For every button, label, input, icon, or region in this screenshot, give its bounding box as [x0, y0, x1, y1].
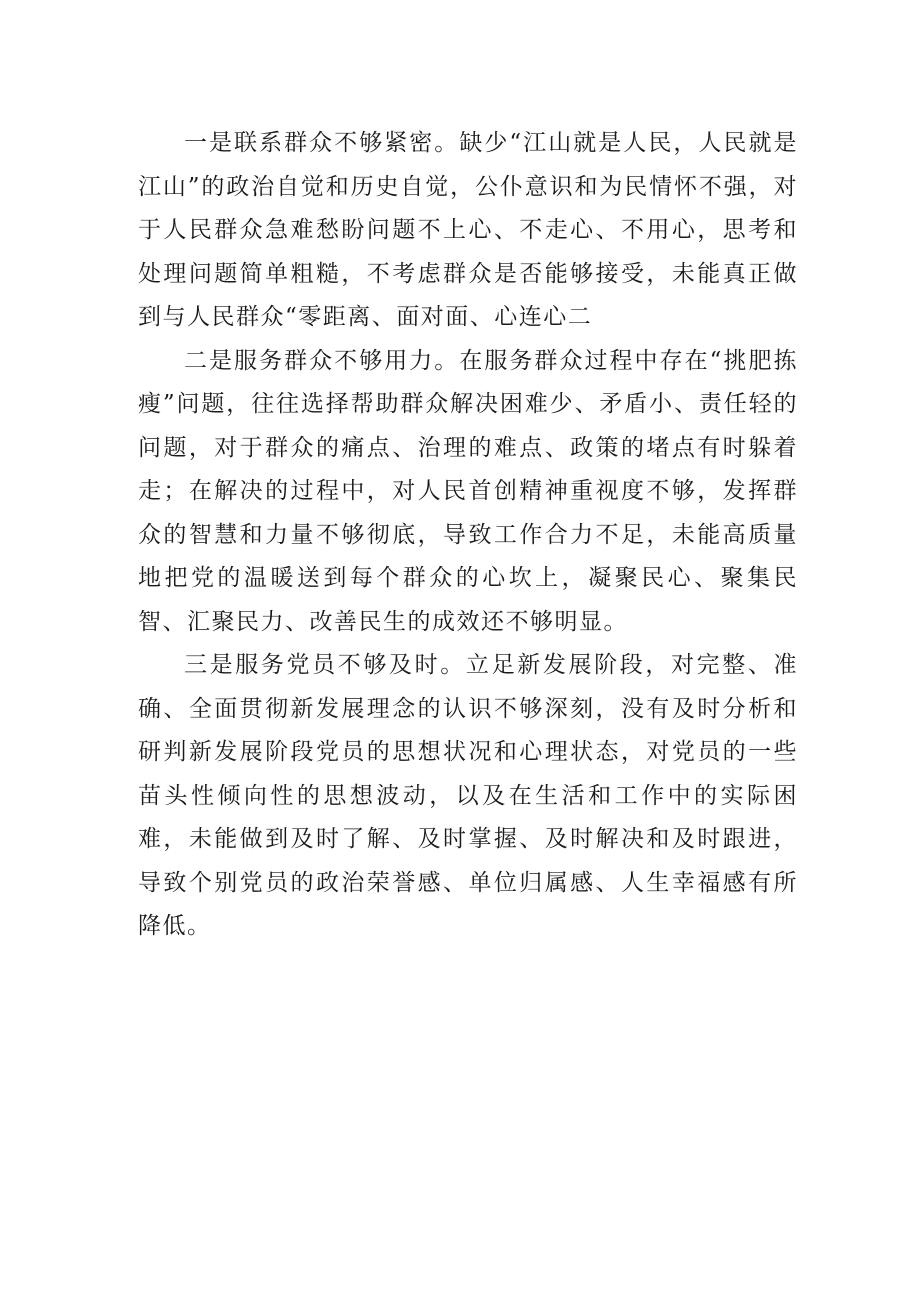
paragraph-3: 三是服务党员不够及时。立足新发展阶段，对完整、准确、全面贯彻新发展理念的认识不够深刻，没有及时分析和研判新发展阶段党员的思想状况和心理状态，对党员的一些苗头性倾向性的思想波动，以及在生活和工作中的实际困难，未能做到及时了解、及时掌握、及时解决和及时跟进，导致个别党员的政治荣誉感、单位归属感、人生幸福感有所降低。 [138, 652, 798, 939]
paragraph-1: 一是联系群众不够紧密。缺少“江山就是人民，人民就是江山”的政治自觉和历史自觉，公仆意识和为民情怀不强，对于人民群众急难愁盼问题不上心、不走心、不用心，思考和处理问题简单粗糙，不考虑群众是否能够接受，未能真正做到与人民群众“零距离、面对面、心连心二 [138, 130, 798, 330]
document-body [138, 122, 798, 949]
paragraph-2: 二是服务群众不够用力。在服务群众过程中存在“挑肥拣瘦”问题，往往选择帮助群众解决困难少、矛盾小、责任轻的问题，对于群众的痛点、治理的难点、政策的堵点有时躲着走；在解决的过程中，对人民首创精神重视度不够，发挥群众的智慧和力量不够彻底，导致工作合力不足，未能高质量地把党的温暖送到每个群众的心坎上，凝聚民心、聚集民智、汇聚民力、改善民生的成效还不够明显。 [138, 347, 798, 635]
